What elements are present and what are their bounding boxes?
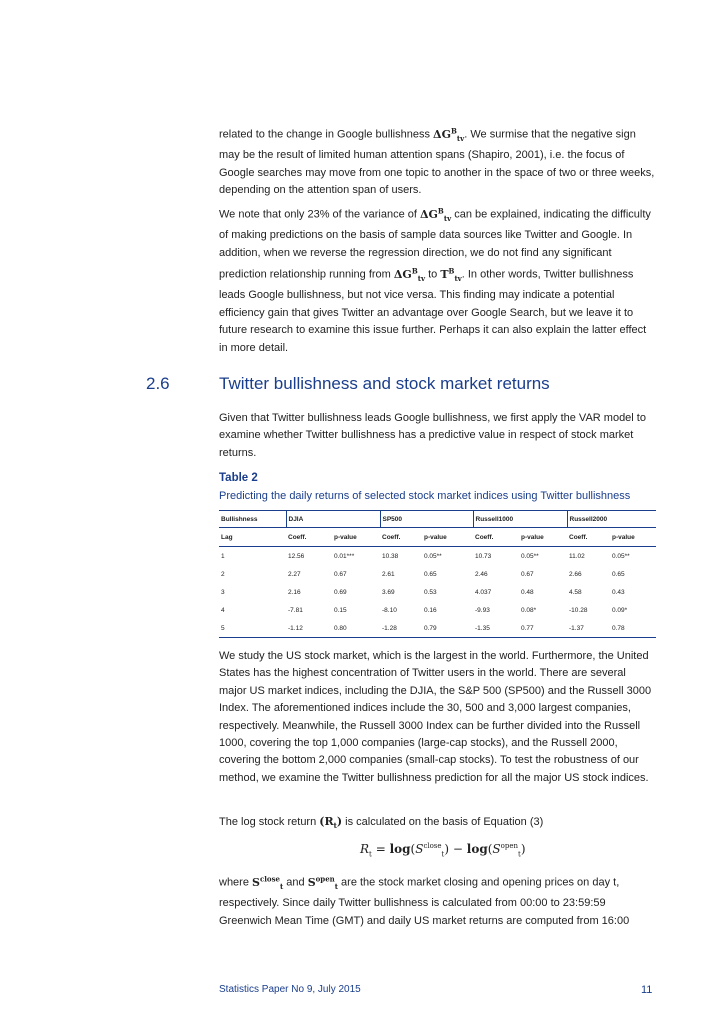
cell: 0.65 xyxy=(612,570,625,578)
paragraph-us-market: We study the US stock market, which is the largest in the world. Furthermore, the United States has the highest concentration of Twitter users in the world. There are several major US market indices, including the DJIA, the S&P 500 (SP500) and the Russell 3000 Index. The aforementioned indices include the 30, 500 and 3,000 largest companies, respectively. Meanwhile, the Russell 3000 Index can be further divided into the Russell 1000, covering the top 1,000 companies (large-cap stocks), and the Russell 2000, covering the bottom 2,000 companies (small-cap stocks). To test the robustness of our method, we examine the Twitter bullishness prediction for all the major US stock indices. xyxy=(219,650,652,784)
cell: 12.56 xyxy=(288,552,305,560)
text-run: . We surmise that the negative sign may be the result of limited human attention spans (Shapiro, 2001), i.e. the focus of Google searches may move from one topic to another in the space of two or three weeks, depending on the attention span of users. xyxy=(219,128,655,197)
group-header: Bullishness xyxy=(219,511,286,528)
paragraph-log-return xyxy=(219,813,655,835)
text-run: are the stock market closing and opening prices on day t, respectively. Since daily Twitter bullishness is calculated from 00:00 to 23:59:59 Greenwich Mean Time (GMT) and daily US market returns are computed from 16:00 xyxy=(219,876,630,927)
math-delta-google: $\Delta G^B_{tv}$ xyxy=(419,206,452,223)
cell: 2.66 xyxy=(569,570,582,578)
cell: 0.09* xyxy=(612,606,628,614)
cell: 3 xyxy=(221,588,225,596)
cell: -1.12 xyxy=(286,619,332,638)
math-delta-google: $\Delta G^B_{tv}$ xyxy=(433,126,465,143)
cell: -7.81 xyxy=(288,606,303,614)
eq-superscript: open xyxy=(500,842,518,850)
section-number: 2.6 xyxy=(146,374,170,393)
text-run: where xyxy=(219,876,253,889)
table-row xyxy=(219,601,656,619)
sub-header: p-value xyxy=(332,528,380,547)
math-rt: $(R_t)$ xyxy=(319,815,343,831)
eq-symbol: R xyxy=(360,842,370,856)
cell: 0.05** xyxy=(521,552,539,560)
table-group-header xyxy=(219,511,656,528)
group-header: Russell2000 xyxy=(567,511,656,528)
table-row xyxy=(219,619,656,638)
paragraph-var-intro: Given that Twitter bullishness leads Google bullishness, we first apply the VAR model to examine whether Twitter bullishness has a predictive value in respect of stock market returns. xyxy=(219,412,646,459)
math-s-open: $S^{open}_t$ xyxy=(307,874,338,891)
cell: 0.48 xyxy=(521,588,534,596)
sub-header: p-value xyxy=(519,528,567,547)
math-twitter: $T^B_{tv}$ xyxy=(440,266,462,283)
cell: 4.58 xyxy=(569,588,582,596)
eq-subscript: t xyxy=(441,850,445,859)
footer-publication: Statistics Paper No 9, July 2015 xyxy=(219,984,361,995)
returns-table xyxy=(219,510,656,638)
cell: 2.27 xyxy=(288,570,301,578)
eq-log: log xyxy=(466,842,488,856)
cell: 0.69 xyxy=(334,588,347,596)
eq-superscript: close xyxy=(423,842,442,850)
cell: 1 xyxy=(221,552,225,560)
sub-header: Coeff. xyxy=(286,528,332,547)
sub-header: p-value xyxy=(422,528,473,547)
cell: 4 xyxy=(221,606,225,614)
cell: 0.05** xyxy=(612,552,630,560)
text-run: can be explained, indicating the difficulty of making predictions on the basis of sample data sources like Twitter and Google. In addition, when we reverse the regression direction, we do not find any significant prediction relationship running from xyxy=(219,208,651,281)
math-s-close: $S^{close}_t$ xyxy=(252,874,284,891)
sub-header: Lag xyxy=(219,528,286,547)
cell: 0.16 xyxy=(424,606,437,614)
table-caption: Predicting the daily returns of selected stock market indices using Twitter bullishness xyxy=(219,490,631,502)
paragraph-attention-span xyxy=(219,122,655,199)
cell: 0.08* xyxy=(521,606,537,614)
text-run: is calculated on the basis of Equation (3) xyxy=(342,816,544,828)
eq-subscript: t xyxy=(518,850,521,859)
table-row xyxy=(219,565,656,583)
text-run: . In other words, Twitter bullishness leads Google bullishness, but not vice versa. This finding may indicate a potential efficiency gain that gives Twitter an advantage over Google Search, but we leave it to future research to examine this issue further. Perhaps it can also explain the latter effect in more detail. xyxy=(219,268,647,354)
table-sub-header xyxy=(219,528,656,547)
paragraph-variance xyxy=(219,202,655,357)
sub-header: Coeff. xyxy=(473,528,519,547)
cell: 0.67 xyxy=(521,570,534,578)
cell: -10.28 xyxy=(569,606,588,614)
cell: 0.80 xyxy=(332,619,380,638)
cell: 10.73 xyxy=(475,552,492,560)
group-header: DJIA xyxy=(286,511,380,528)
cell: 2.46 xyxy=(475,570,488,578)
cell: 0.43 xyxy=(612,588,625,596)
text-run: and xyxy=(283,876,308,889)
text-run: We note that only 23% of the variance of xyxy=(219,208,420,221)
cell: 0.01*** xyxy=(334,552,355,560)
cell: 2.16 xyxy=(288,588,301,596)
cell: 2.61 xyxy=(382,570,395,578)
eq-log: log xyxy=(389,842,411,856)
page-number: 11 xyxy=(641,984,653,996)
eq-subscript: t xyxy=(369,850,372,859)
table-label: Table 2 xyxy=(219,472,258,484)
table-row xyxy=(219,547,656,566)
cell: 0.77 xyxy=(519,619,567,638)
sub-header: Coeff. xyxy=(380,528,422,547)
sub-header: p-value xyxy=(610,528,656,547)
sub-header: Coeff. xyxy=(567,528,610,547)
cell: 0.53 xyxy=(424,588,437,596)
cell: 0.79 xyxy=(422,619,473,638)
text-run: The log stock return xyxy=(219,816,320,828)
eq-minus: − xyxy=(452,842,463,856)
equation-3: $R_t = \log(S^{close}_t) - \log(S^{open}_t)$ xyxy=(360,842,526,859)
cell: 10.38 xyxy=(382,552,399,560)
cell: 11.02 xyxy=(569,552,585,560)
paragraph-prices xyxy=(219,870,655,930)
group-header: Russell1000 xyxy=(473,511,567,528)
cell: 0.05** xyxy=(424,552,442,560)
cell: 3.69 xyxy=(382,588,395,596)
cell: -1.37 xyxy=(567,619,610,638)
cell: 2 xyxy=(221,570,225,578)
math-delta-google: $\Delta G^B_{tv}$ xyxy=(393,266,426,283)
table-row xyxy=(219,583,656,601)
section-title: Twitter bullishness and stock market returns xyxy=(219,374,550,393)
cell: 0.67 xyxy=(334,570,347,578)
cell: 0.78 xyxy=(610,619,656,638)
cell: -8.10 xyxy=(382,606,397,614)
text-run: to xyxy=(425,268,441,281)
cell: 5 xyxy=(219,619,286,638)
cell: 0.15 xyxy=(334,606,347,614)
cell: 0.65 xyxy=(424,570,437,578)
group-header: SP500 xyxy=(380,511,473,528)
cell: -9.93 xyxy=(475,606,490,614)
cell: -1.35 xyxy=(473,619,519,638)
text-run: related to the change in Google bullishness xyxy=(219,128,434,141)
cell: 4.037 xyxy=(475,588,492,596)
cell: -1.28 xyxy=(380,619,422,638)
